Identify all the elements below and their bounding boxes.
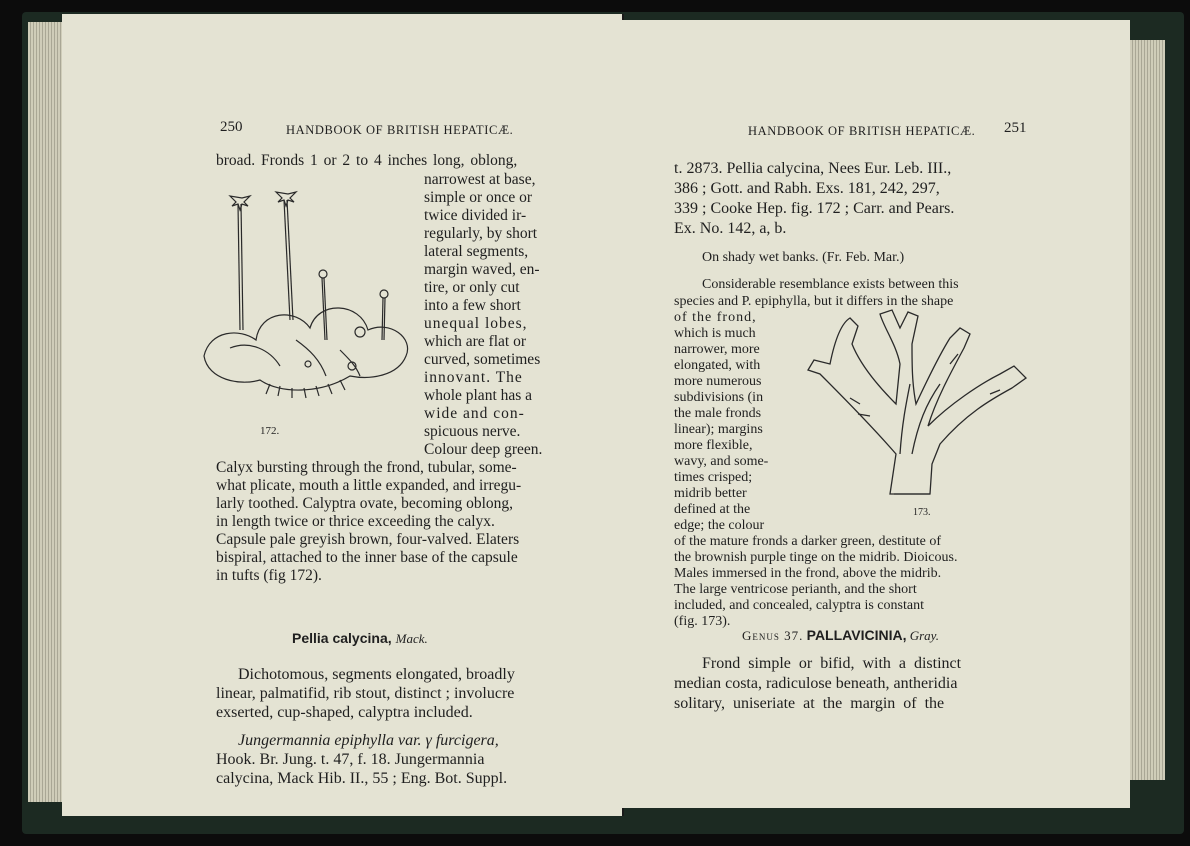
figure-label: 173. [913, 507, 931, 518]
description-line: linear, palmatifid, rib stout, distinct ; involucre [216, 685, 515, 702]
body-line: midrib better [674, 486, 747, 501]
species-heading [292, 631, 428, 647]
body-line: narrower, more [674, 342, 760, 357]
text-line: spicuous nerve. [424, 423, 521, 440]
genus-description-line: solitary, uniseriate at the margin of the [674, 695, 945, 712]
page-number: 250 [220, 119, 243, 135]
text-line: wide and con- [424, 405, 525, 422]
species-author: Mack. [395, 631, 428, 646]
body-line: (fig. 173). [674, 614, 731, 629]
text-line: tire, or only cut [424, 279, 520, 296]
text-line: Calyx bursting through the frond, tubular, some- [216, 459, 517, 476]
description-line: Dichotomous, segments elongated, broadly [238, 666, 515, 683]
genus-name: PALLAVICINIA, [806, 627, 907, 643]
text-line: curved, sometimes [424, 351, 541, 368]
body-line: Males immersed in the frond, above the midrib. [674, 566, 942, 581]
figure-173-frond-illustration [800, 304, 1032, 500]
genus-description-line: median costa, radiculose beneath, antheridia [674, 675, 958, 692]
reference-line: Ex. No. 142, a, b. [674, 220, 787, 237]
body-line: of the mature fronds a darker green, destitute of [674, 534, 942, 549]
body-line: times crisped; [674, 470, 753, 485]
body-line: subdivisions (in [674, 390, 764, 405]
text-line: simple or once or [424, 189, 533, 206]
left-page [62, 14, 624, 816]
text-line: which are flat or [424, 333, 526, 350]
running-head: HANDBOOK OF BRITISH HEPATICÆ. [286, 123, 514, 137]
text-line: margin waved, en- [424, 261, 540, 278]
text-line: unequal lobes, [424, 315, 528, 332]
figure-172-plant-illustration [200, 180, 422, 402]
text-line: innovant. The [424, 369, 523, 386]
text-line: bispiral, attached to the inner base of the capsule [216, 549, 518, 566]
text-line: regularly, by short [424, 225, 538, 242]
text-line: broad. Fronds 1 or 2 to 4 inches long, oblong, [216, 152, 518, 169]
genus-prefix: Genus 37. [742, 628, 804, 643]
running-head: HANDBOOK OF BRITISH HEPATICÆ. [748, 124, 976, 138]
synonymy-line: Hook. Br. Jung. t. 47, f. 18. Jungermannia [216, 751, 485, 768]
synonymy-line: calycina, Mack Hib. II., 55 ; Eng. Bot. Suppl. [216, 770, 508, 787]
body-line: which is much [674, 326, 756, 341]
genus-author: Gray. [909, 628, 939, 643]
right-page [620, 20, 1130, 808]
text-line: twice divided ir- [424, 207, 527, 224]
text-line: Colour deep green. [424, 441, 543, 458]
text-line: in length twice or thrice exceeding the calyx. [216, 513, 495, 530]
body-line: linear); margins [674, 422, 763, 437]
body-line: species and P. epiphylla, but it differs in the shape [674, 294, 954, 309]
description-line: exserted, cup-shaped, calyptra included. [216, 704, 473, 721]
body-line: wavy, and some- [674, 454, 769, 469]
body-line: the brownish purple tinge on the midrib. Dioicous. [674, 550, 958, 565]
body-line: Considerable resemblance exists between this [702, 277, 959, 292]
text-line: in tufts (fig 172). [216, 567, 322, 584]
genus-heading [742, 628, 939, 642]
synonymy-line: Jungermannia epiphylla var. γ furcigera, [238, 732, 499, 749]
genus-description-line: Frond simple or bifid, with a distinct [702, 655, 962, 672]
page-number: 251 [1004, 120, 1027, 136]
text-line: whole plant has a [424, 387, 533, 404]
text-line: what plicate, mouth a little expanded, and irregu- [216, 477, 522, 494]
body-line: included, and concealed, calyptra is constant [674, 598, 924, 613]
body-line: defined at the [674, 502, 751, 517]
reference-line: 386 ; Gott. and Rabh. Exs. 181, 242, 297, [674, 180, 940, 197]
body-line: The large ventricose perianth, and the short [674, 582, 917, 597]
species-name: Pellia calycina, [292, 630, 392, 646]
text-line: Capsule pale greyish brown, four-valved. Elaters [216, 531, 520, 548]
habitat: On shady wet banks. (Fr. Feb. Mar.) [702, 250, 905, 265]
reference-line: 339 ; Cooke Hep. fig. 172 ; Carr. and Pears. [674, 200, 955, 217]
text-line: narrowest at base, [424, 171, 536, 188]
body-line: of the frond, [674, 310, 757, 325]
body-line: elongated, with [674, 358, 761, 373]
body-line: the male fronds [674, 406, 762, 421]
body-line: edge; the colour [674, 518, 765, 533]
text-line: into a few short [424, 297, 521, 314]
reference-line: t. 2873. Pellia calycina, Nees Eur. Leb. III., [674, 160, 952, 177]
text-line: larly toothed. Calyptra ovate, becoming oblong, [216, 495, 514, 512]
body-line: more numerous [674, 374, 762, 389]
figure-label: 172. [260, 425, 280, 437]
body-line: more flexible, [674, 438, 753, 453]
text-line: lateral segments, [424, 243, 529, 260]
